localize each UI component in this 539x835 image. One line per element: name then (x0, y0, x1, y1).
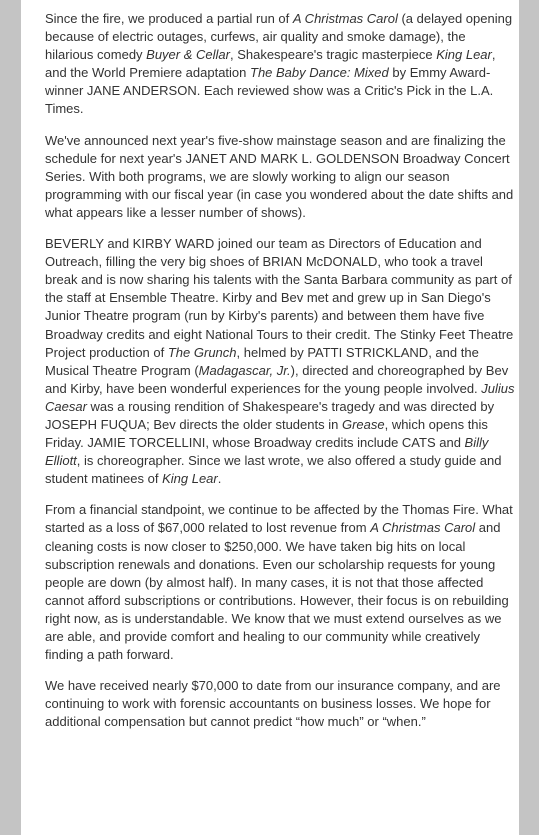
document-page (21, 0, 519, 835)
italic-title-text: A Christmas Carol (292, 11, 398, 26)
italic-title-text: Julius Caesar (45, 380, 515, 414)
paragraph-text: From a financial standpoint, we continue to be affected by the Thomas Fire. What started as a loss of $67,000 related to lost revenue from (45, 502, 513, 536)
paragraph-text: , and the World Premiere adaptation (45, 47, 496, 81)
article-paragraph (45, 501, 515, 664)
italic-title-text: Grease (341, 416, 385, 432)
paragraph-text: We've announced next year's five-show mainstage season and are finalizing the schedule for next year's JANET AND MARK L. GOLDENSON Broadway Concert Series. With both programs, we are slowly working to align our season programming with our fiscal year (in case you wondered about the date shifts and what appears like a lesser number of shows). (45, 132, 514, 220)
paragraph-text: and cleaning costs is now closer to $250,000. We have taken big hits on local subscription renewals and donations. Even our scholarship requests for young people are down (by almost half). In many cases, it is not that those affected cannot afford subscriptions or contributions. However, their focus is on rebuilding right now, as is understandable. We know that we must extend ourselves as we are able, and provide comfort and healing to our community while creatively finding a path forward. (45, 520, 509, 663)
paragraph-text: , helmed by PATTI STRICKLAND, and the Musical Theatre Program ( (45, 344, 479, 378)
article-paragraph (45, 132, 515, 222)
article-paragraph (45, 677, 515, 731)
italic-title-text: Billy Elliott (45, 435, 489, 469)
article-body (45, 10, 515, 744)
italic-title-text: Buyer & Cellar (146, 47, 230, 63)
article-paragraph (45, 10, 515, 119)
paragraph-text: (a delayed opening because of electric outages, curfews, air quality and smoke damage), the hilarious comedy (45, 11, 513, 63)
italic-title-text: A Christmas Carol (370, 520, 476, 536)
italic-title-text: Madagascar, Jr. (198, 362, 291, 378)
italic-title-text: The Grunch (167, 344, 237, 360)
paragraph-text: ), directed and choreographed by Bev and Kirby, have been wonderful experiences for the young people involved. (45, 362, 509, 396)
paragraph-text: , is choreographer. Since we last wrote, we also offered a study guide and student matinees of (45, 453, 502, 487)
italic-title-text: The Baby Dance: Mixed (250, 65, 389, 81)
paragraph-text: was a rousing rendition of Shakespeare's tragedy and was directed by JOSEPH FUQUA; Bev directs the older students in (45, 398, 495, 432)
paragraph-text: We have received nearly $70,000 to date from our insurance company, and are continuing to work with forensic accountants on business losses. We hope for additional compensation but cannot predict “how much” or “when.” (45, 678, 501, 730)
paragraph-text: by Emmy Award-winner JANE ANDERSON. Each reviewed show was a Critic's Pick in the L.A. Times. (45, 65, 494, 117)
article-paragraph (45, 235, 515, 488)
paragraph-text: , which opens this Friday. JAMIE TORCELLINI, whose Broadway credits include CATS and (45, 416, 488, 451)
paragraph-text: , Shakespeare's tragic masterpiece (229, 47, 437, 63)
paragraph-text: Since the fire, we produced a partial run of (45, 11, 293, 26)
italic-title-text: King Lear (436, 47, 492, 63)
italic-title-text: King Lear (162, 471, 218, 487)
paragraph-text: . (217, 471, 222, 487)
paragraph-text: BEVERLY and KIRBY WARD joined our team as Directors of Education and Outreach, filling the very big shoes of BRIAN McDONALD, who took a travel break and is now sharing his talents with the Santa Barbara community as part of the staff at Ensemble Theatre. Kirby and Bev met and grew up in San Diego's Junior Theatre program (run by Kirby's parents) and between them have five Broadway credits and eight National Tours to their credit. The Stinky Feet Theatre Project production of (45, 236, 514, 360)
